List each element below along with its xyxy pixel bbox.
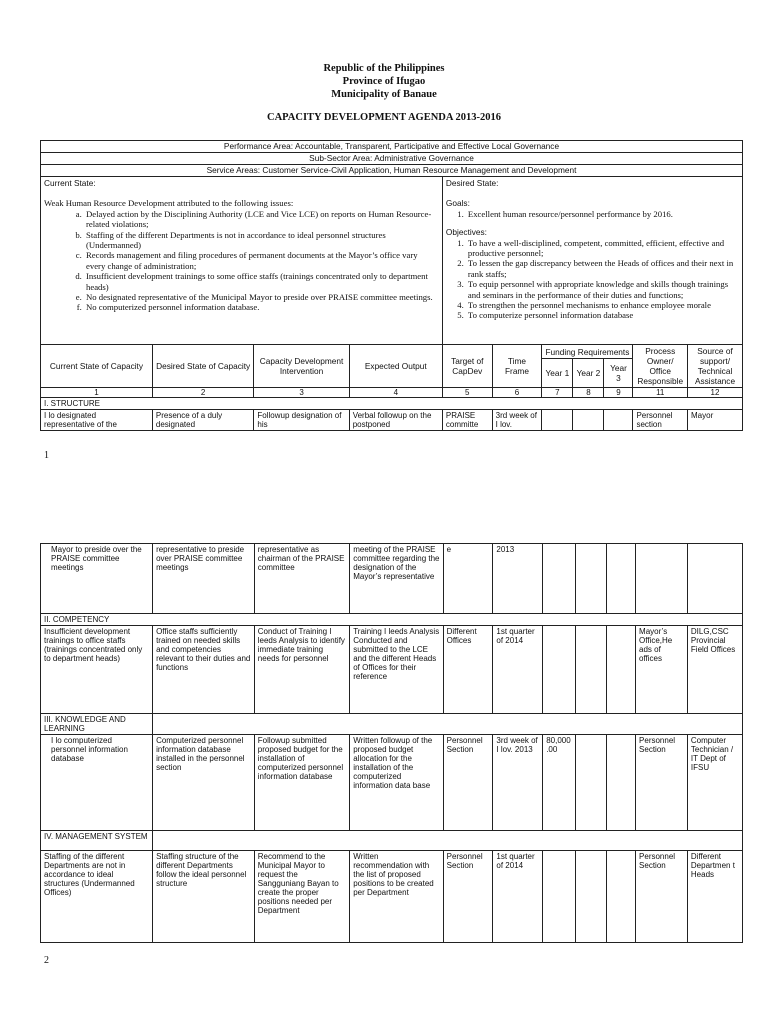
cell-year2 [573,410,604,431]
col-header-year1: Year 1 [542,359,573,388]
col-number: 2 [152,388,254,398]
col-number: 9 [604,388,633,398]
cell-intervention: Conduct of Training I leeds Analysis to identify immediate training needs for personnel [254,626,349,714]
col-number: 5 [442,388,492,398]
cell-owner [636,544,688,614]
cell-time: 3rd week of I lov. 2013 [493,735,543,831]
cell-intervention: Followup submitted proposed budget for the installation of computerized personnel information database [254,735,349,831]
republic-line: Republic of the Philippines [323,63,445,74]
cell-year3 [606,851,635,943]
cell-desired: Presence of a duly designated [152,410,254,431]
cell-year1 [543,626,576,714]
section-row-knowledge [41,714,743,735]
table-row [41,410,743,431]
cell-year2 [575,851,606,943]
cell-output: Written recommendation with the list of proposed positions to be created per Department [350,851,443,943]
issue-item: c. Records management and filing procedures of permanent documents at the Mayor’s office vary every change of administration; [84,250,439,271]
page-number: 1 [44,450,49,461]
issue-item: e. No designated representative of the Municipal Mayor to preside over PRAISE committee meetings. [84,292,439,302]
col-header-owner: Process Owner/ Office Responsible [633,345,688,388]
cell-current: Mayor to preside over the PRAISE committee meetings [41,544,153,614]
cell-output: Verbal followup on the postponed [349,410,442,431]
cell-year2 [575,626,606,714]
current-state-cell [41,177,443,345]
current-state-issues [44,209,439,313]
cell-time: 1st quarter of 2014 [493,626,543,714]
col-header-time: Time Frame [492,345,542,388]
cell-desired: Staffing structure of the different Departments follow the ideal personnel structure [153,851,255,943]
section-title: II. COMPETENCY [41,614,743,626]
cell-current: I lo computerized personnel information database [41,735,153,831]
col-number: 3 [254,388,349,398]
page-number: 2 [44,955,49,966]
section-filler [153,714,743,735]
objective-item: 3. To equip personnel with appropriate knowledge and skills though trainings and seminars in the performance of their duties and functions; [466,279,739,300]
table-row [41,544,743,614]
col-header-year3: Year 3 [604,359,633,388]
objective-item: 5. To computerize personnel information database [466,310,739,320]
goals-label: Goals: [445,198,470,209]
cell-output: Training I leeds Analysis Conducted and submitted to the LCE and the different Heads of Offices for their reference [350,626,443,714]
col-number: 12 [688,388,743,398]
document-header [0,62,768,124]
col-header-intervention: Capacity Development Intervention [254,345,349,388]
objective-item: 1. To have a well-disciplined, competent, committed, efficient, effective and productive personnel; [466,238,739,259]
col-number: 1 [41,388,153,398]
cell-target: Different Offices [443,626,493,714]
cell-target: PRAISE committe [442,410,492,431]
cell-support: Different Departmen t Heads [687,851,742,943]
cell-output: Written followup of the proposed budget allocation for the installation of the computerized information data base [350,735,443,831]
objectives-list [446,238,739,321]
cell-support [687,544,742,614]
col-header-target: Target of CapDev [442,345,492,388]
cell-owner: Mayor’s Office,He ads of offices [636,626,688,714]
cell-current: I lo designated representative of the [41,410,153,431]
cell-time: 1st quarter of 2014 [493,851,543,943]
cell-output: meeting of the PRAISE committee regarding the designation of the Mayor’s representative [350,544,443,614]
cell-desired: Computerized personnel information database installed in the personnel section [153,735,255,831]
goals-list [446,209,739,219]
cell-year3 [606,626,635,714]
sub-sector-area: Sub-Sector Area: Administrative Governance [41,153,743,165]
agenda-table-page2 [40,543,743,943]
current-state-label: Current State: [44,178,96,188]
cell-intervention: Followup designation of his [254,410,349,431]
col-header-desired: Desired State of Capacity [152,345,254,388]
desired-state-label: Desired State: [445,178,499,188]
cell-support: DILG,CSC Provincial Field Offices [687,626,742,714]
section-title: IV. MANAGEMENT SYSTEM [41,831,153,851]
table-row [41,851,743,943]
col-header-current: Current State of Capacity [41,345,153,388]
col-header-support: Source of support/ Technical Assistance [688,345,743,388]
column-number-row [41,388,743,398]
cell-current: Insufficient development trainings to office staffs (trainings concentrated only to department heads) [41,626,153,714]
document-title: CAPACITY DEVELOPMENT AGENDA 2013-2016 [266,112,502,123]
performance-area: Performance Area: Accountable, Transparent, Participative and Effective Local Governance [41,141,743,153]
col-number: 4 [349,388,442,398]
issue-item: d. Insufficient development trainings to some office staffs (trainings concentrated only to department heads) [84,271,439,292]
table-row [41,735,743,831]
section-title: III. KNOWLEDGE AND LEARNING [41,714,153,735]
cell-current: Staffing of the different Departments are not in accordance to ideal structures (Undermanned Offices) [41,851,153,943]
cell-year1 [543,544,576,614]
cell-intervention: representative as chairman of the PRAISE committee [254,544,349,614]
goal-item: 1. Excellent human resource/personnel performance by 2016. [466,209,739,219]
cell-year1: 80,000 .00 [543,735,576,831]
col-number: 8 [573,388,604,398]
col-number: 6 [492,388,542,398]
cell-time: 3rd week of I lov. [492,410,542,431]
cell-time: 2013 [493,544,543,614]
province-line: Province of Ifugao [342,76,426,87]
cell-target: e [443,544,493,614]
objectives-label: Objectives: [445,227,487,238]
cell-owner: Personnel section [633,410,688,431]
col-header-year2: Year 2 [573,359,604,388]
municipality-line: Municipality of Banaue [331,89,437,100]
issue-item: b. Staffing of the different Departments is not in accordance to ideal personnel structures (Undermanned) [84,230,439,251]
cell-year3 [604,410,633,431]
desired-state-cell [442,177,742,345]
col-number: 11 [633,388,688,398]
cell-target: Personnel Section [443,735,493,831]
cell-desired: representative to preside over PRAISE committee meetings [153,544,255,614]
col-header-funding: Funding Requirements [542,345,633,359]
table-row [41,626,743,714]
service-areas: Service Areas: Customer Service-Civil Application, Human Resource Management and Development [41,165,743,177]
objective-item: 2. To lessen the gap discrepancy between the Heads of offices and their next in rank staffs; [466,258,739,279]
section-title: I. STRUCTURE [41,398,743,410]
current-state-intro: Weak Human Resource Development attributed to the following issues: [44,198,294,209]
cell-owner: Personnel Section [636,735,688,831]
objective-item: 4. To strengthen the personnel mechanisms to enhance employee morale [466,300,739,310]
cell-desired: Office staffs sufficiently trained on needed skills and competencies relevant to their duties and functions [153,626,255,714]
cell-intervention: Recommend to the Municipal Mayor to request the Sangguniang Bayan to create the proper positions needed per Department [254,851,349,943]
section-row-structure [41,398,743,410]
cell-year2 [575,735,606,831]
issue-item: a. Delayed action by the Disciplining Authority (LCE and Vice LCE) on reports on Human Resource-related violations; [84,209,439,230]
col-header-output: Expected Output [349,345,442,388]
cell-year3 [606,735,635,831]
col-number: 7 [542,388,573,398]
cell-year1 [542,410,573,431]
cell-support: Computer Technician / IT Dept of IFSU [687,735,742,831]
section-row-management [41,831,743,851]
section-row-competency [41,614,743,626]
agenda-table-page1 [40,140,743,431]
cell-year2 [575,544,606,614]
cell-owner: Personnel Section [636,851,688,943]
cell-support: Mayor [688,410,743,431]
cell-target: Personnel Section [443,851,493,943]
section-filler [153,831,743,851]
cell-year1 [543,851,576,943]
cell-year3 [606,544,635,614]
issue-item: f. No computerized personnel information database. [84,302,439,312]
